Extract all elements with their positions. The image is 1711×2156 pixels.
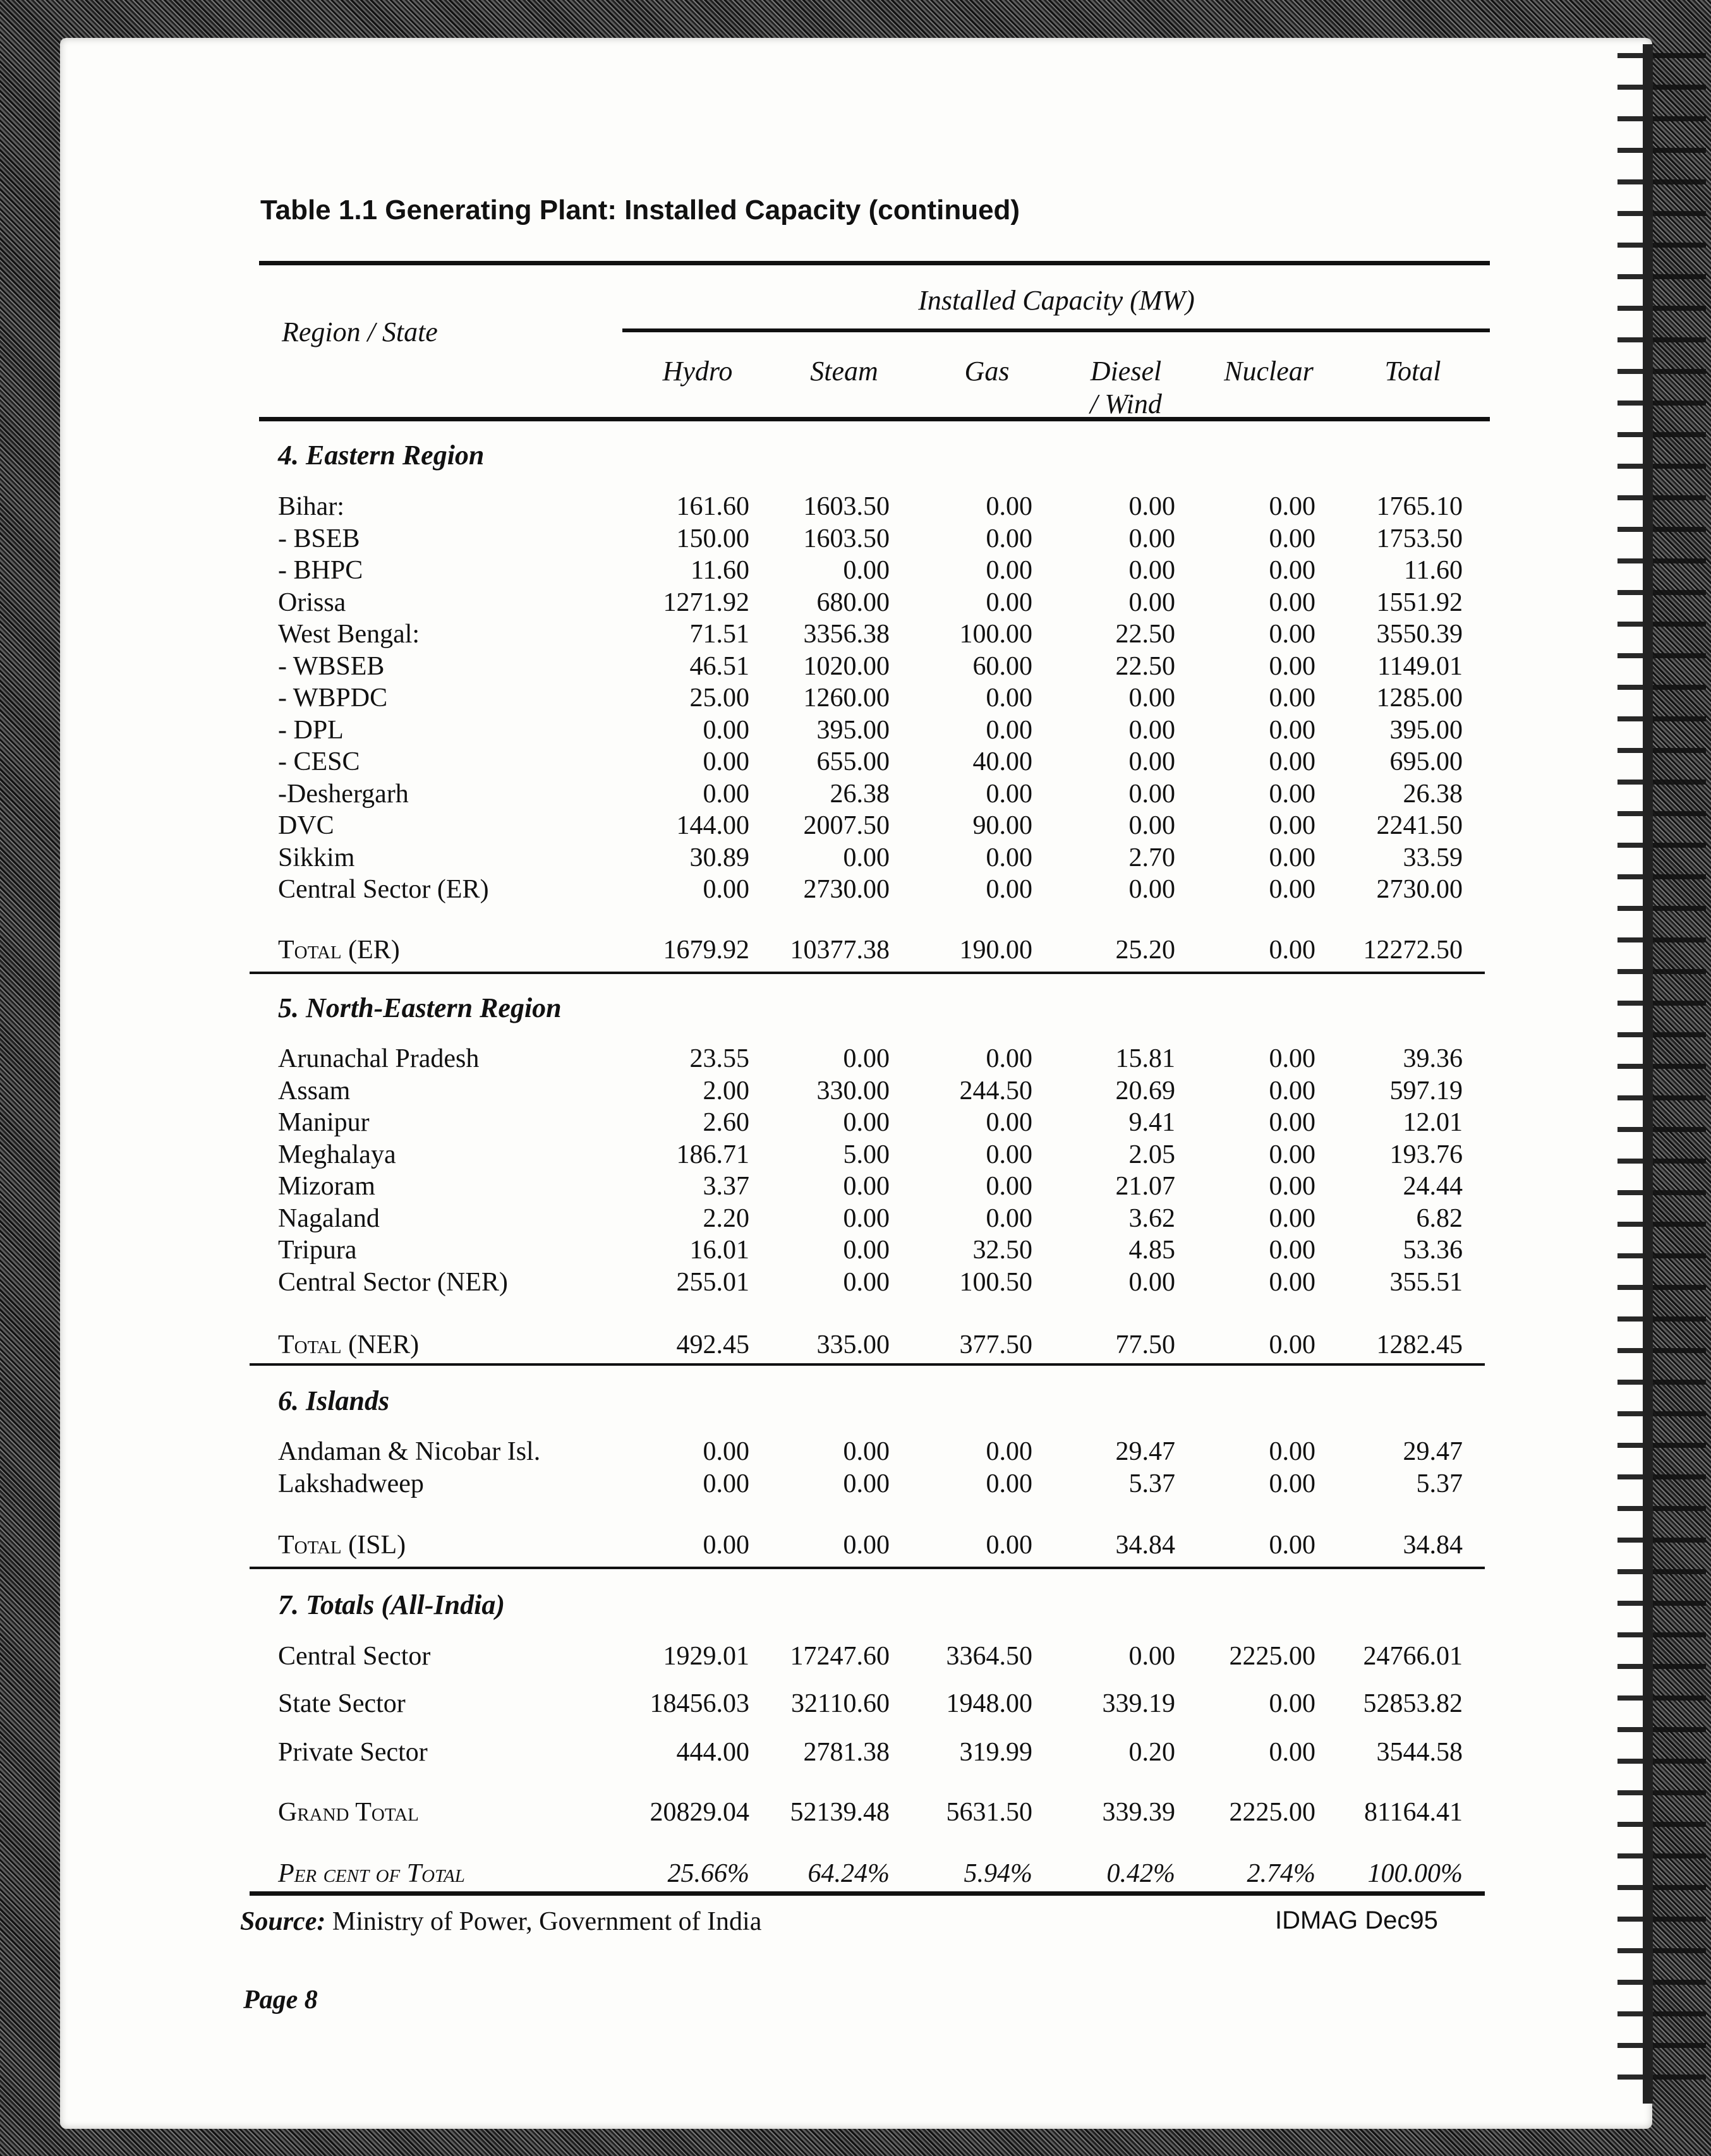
cell-gas: 60.00 bbox=[972, 651, 1032, 681]
cell-gas: 0.00 bbox=[986, 1108, 1032, 1137]
cell-steam: 0.00 bbox=[843, 1044, 890, 1073]
cell-diesel-wind: 0.00 bbox=[1128, 556, 1175, 585]
cell-total: 3550.39 bbox=[1376, 620, 1463, 649]
cell-steam: 0.00 bbox=[843, 1267, 890, 1297]
cell-diesel-wind: 0.00 bbox=[1128, 875, 1175, 904]
cell-steam: 52139.48 bbox=[790, 1798, 890, 1827]
cell-hydro: 0.00 bbox=[703, 779, 749, 809]
cell-nuclear: 0.00 bbox=[1269, 1531, 1315, 1560]
cell-total: 11.60 bbox=[1404, 556, 1463, 585]
cell-gas: 190.00 bbox=[959, 936, 1032, 965]
row-label: Central Sector bbox=[278, 1642, 431, 1671]
cell-total: 12272.50 bbox=[1363, 936, 1463, 965]
cell-nuclear: 0.00 bbox=[1269, 1108, 1315, 1137]
cell-steam: 680.00 bbox=[816, 587, 890, 617]
cell-nuclear: 0.00 bbox=[1269, 620, 1315, 649]
cell-hydro: 3.37 bbox=[703, 1172, 749, 1201]
table-row bbox=[60, 555, 1652, 587]
row-label: Arunachal Pradesh bbox=[278, 1044, 480, 1073]
cell-gas: 90.00 bbox=[972, 811, 1032, 840]
section-divider-rule bbox=[250, 1363, 1485, 1366]
cell-gas: 0.00 bbox=[986, 1044, 1032, 1073]
table-row bbox=[60, 1171, 1652, 1203]
cell-diesel-wind: 22.50 bbox=[1115, 651, 1175, 681]
cell-steam: 1260.00 bbox=[803, 684, 890, 713]
cell-steam: 17247.60 bbox=[790, 1642, 890, 1671]
row-label: State Sector bbox=[278, 1689, 406, 1718]
cell-diesel-wind: 21.07 bbox=[1115, 1172, 1175, 1201]
source-note bbox=[240, 1906, 761, 1937]
cell-gas: 0.00 bbox=[986, 524, 1032, 553]
row-label: Total (ISL) bbox=[278, 1531, 406, 1560]
cell-hydro: 16.01 bbox=[689, 1236, 749, 1265]
cell-diesel-wind: 34.84 bbox=[1115, 1531, 1175, 1560]
row-label: Total (ER) bbox=[278, 936, 400, 965]
table-bottom-rule bbox=[250, 1891, 1485, 1896]
cell-hydro: 71.51 bbox=[689, 620, 749, 649]
column-header-total: Total bbox=[1384, 356, 1441, 387]
cell-nuclear: 0.00 bbox=[1269, 1236, 1315, 1265]
table-row bbox=[60, 619, 1652, 651]
row-label: Assam bbox=[278, 1076, 351, 1105]
cell-total: 355.51 bbox=[1389, 1267, 1463, 1297]
table-title: Table 1.1 Generating Plant: Installed Capacity (continued) bbox=[260, 195, 1020, 226]
column-header-diesel-wind: Diesel / Wind bbox=[1090, 356, 1162, 419]
table-row bbox=[60, 1140, 1652, 1171]
row-label: - WBPDC bbox=[278, 684, 388, 713]
cell-diesel-wind: 0.00 bbox=[1128, 492, 1175, 521]
cell-steam: 655.00 bbox=[816, 747, 890, 776]
cell-nuclear: 0.00 bbox=[1269, 684, 1315, 713]
cell-hydro: 186.71 bbox=[676, 1140, 749, 1169]
cell-nuclear: 0.00 bbox=[1269, 875, 1315, 904]
cell-hydro: 1929.01 bbox=[663, 1642, 749, 1671]
percent-of-total-row bbox=[60, 1858, 1652, 1890]
cell-nuclear: 0.00 bbox=[1269, 1076, 1315, 1105]
row-label: Per cent of Total bbox=[278, 1859, 465, 1888]
row-label: Sikkim bbox=[278, 843, 355, 872]
table-row bbox=[60, 810, 1652, 842]
grand-total-row bbox=[60, 1797, 1652, 1829]
magazine-reference: IDMAG Dec95 bbox=[1275, 1906, 1438, 1934]
row-label: Private Sector bbox=[278, 1738, 428, 1767]
cell-steam: 1603.50 bbox=[803, 524, 890, 553]
cell-steam: 10377.38 bbox=[790, 936, 890, 965]
cell-diesel-wind: 0.00 bbox=[1128, 684, 1175, 713]
cell-nuclear: 2225.00 bbox=[1229, 1642, 1315, 1671]
cell-hydro: 11.60 bbox=[691, 556, 749, 585]
cell-diesel-wind: 9.41 bbox=[1128, 1108, 1175, 1137]
cell-total: 6.82 bbox=[1416, 1203, 1463, 1233]
cell-steam: 0.00 bbox=[843, 556, 890, 585]
cell-total: 1282.45 bbox=[1376, 1330, 1463, 1359]
cell-gas: 0.00 bbox=[986, 1469, 1032, 1498]
cell-diesel-wind: 29.47 bbox=[1115, 1437, 1175, 1466]
row-label: - WBSEB bbox=[278, 651, 385, 681]
table-row bbox=[60, 1235, 1652, 1267]
cell-nuclear: 0.00 bbox=[1269, 811, 1315, 840]
cell-steam: 5.00 bbox=[843, 1140, 890, 1169]
table-row bbox=[60, 1641, 1652, 1673]
cell-total: 395.00 bbox=[1389, 715, 1463, 745]
cell-steam: 26.38 bbox=[830, 779, 890, 809]
cell-diesel-wind: 2.70 bbox=[1128, 843, 1175, 872]
cell-nuclear: 0.00 bbox=[1269, 492, 1315, 521]
table-row bbox=[60, 1737, 1652, 1769]
table-row bbox=[60, 587, 1652, 619]
cell-hydro: 18456.03 bbox=[650, 1689, 749, 1718]
cell-steam: 0.00 bbox=[843, 1203, 890, 1233]
cell-steam: 2007.50 bbox=[803, 811, 890, 840]
row-label: Andaman & Nicobar Isl. bbox=[278, 1437, 541, 1466]
cell-steam: 0.00 bbox=[843, 1108, 890, 1137]
cell-total: 695.00 bbox=[1389, 747, 1463, 776]
cell-nuclear: 0.00 bbox=[1269, 843, 1315, 872]
cell-hydro: 25.66% bbox=[667, 1859, 749, 1888]
cell-hydro: 144.00 bbox=[676, 811, 749, 840]
cell-nuclear: 0.00 bbox=[1269, 1140, 1315, 1169]
cell-steam: 32110.60 bbox=[791, 1689, 890, 1718]
cell-total: 26.38 bbox=[1403, 779, 1463, 809]
cell-nuclear: 2.74% bbox=[1247, 1859, 1315, 1888]
cell-total: 597.19 bbox=[1389, 1076, 1463, 1105]
cell-hydro: 0.00 bbox=[703, 747, 749, 776]
cell-total: 33.59 bbox=[1403, 843, 1463, 872]
cell-gas: 1948.00 bbox=[946, 1689, 1032, 1718]
cell-gas: 32.50 bbox=[972, 1236, 1032, 1265]
cell-diesel-wind: 25.20 bbox=[1115, 936, 1175, 965]
cell-total: 100.00% bbox=[1367, 1859, 1463, 1888]
cell-gas: 0.00 bbox=[986, 1531, 1032, 1560]
cell-total: 1285.00 bbox=[1376, 684, 1463, 713]
cell-gas: 0.00 bbox=[986, 587, 1032, 617]
cell-nuclear: 0.00 bbox=[1269, 1689, 1315, 1718]
cell-gas: 3364.50 bbox=[946, 1642, 1032, 1671]
section-total-row bbox=[60, 935, 1652, 967]
cell-gas: 40.00 bbox=[972, 747, 1032, 776]
cell-steam: 0.00 bbox=[843, 1236, 890, 1265]
cell-gas: 377.50 bbox=[959, 1330, 1032, 1359]
cell-hydro: 0.00 bbox=[703, 1437, 749, 1466]
cell-steam: 395.00 bbox=[816, 715, 890, 745]
row-label: Tripura bbox=[278, 1236, 357, 1265]
region-state-header: Region / State bbox=[282, 316, 438, 347]
row-label: DVC bbox=[278, 811, 334, 840]
section-divider-rule bbox=[250, 1567, 1485, 1569]
cell-diesel-wind: 0.00 bbox=[1128, 1267, 1175, 1297]
cell-hydro: 46.51 bbox=[689, 651, 749, 681]
row-label: - BHPC bbox=[278, 556, 363, 585]
section-total-row bbox=[60, 1330, 1652, 1361]
cell-diesel-wind: 0.00 bbox=[1128, 715, 1175, 745]
cell-nuclear: 0.00 bbox=[1269, 1172, 1315, 1201]
cell-diesel-wind: 0.00 bbox=[1128, 1642, 1175, 1671]
section-title: 6. Islands bbox=[278, 1385, 390, 1416]
cell-nuclear: 0.00 bbox=[1269, 1203, 1315, 1233]
cell-nuclear: 0.00 bbox=[1269, 1469, 1315, 1498]
cell-nuclear: 0.00 bbox=[1269, 587, 1315, 617]
row-label: - BSEB bbox=[278, 524, 360, 553]
table-row bbox=[60, 1076, 1652, 1107]
table-row bbox=[60, 1689, 1652, 1720]
cell-steam: 1020.00 bbox=[803, 651, 890, 681]
cell-total: 39.36 bbox=[1403, 1044, 1463, 1073]
cell-gas: 0.00 bbox=[986, 715, 1032, 745]
cell-hydro: 444.00 bbox=[676, 1738, 749, 1767]
row-label: West Bengal: bbox=[278, 620, 420, 649]
cell-total: 5.37 bbox=[1416, 1469, 1463, 1498]
column-header-steam: Steam bbox=[810, 356, 878, 387]
cell-total: 12.01 bbox=[1403, 1108, 1463, 1137]
cell-steam: 0.00 bbox=[843, 1437, 890, 1466]
cell-gas: 0.00 bbox=[986, 1140, 1032, 1169]
cell-gas: 100.50 bbox=[959, 1267, 1032, 1297]
cell-nuclear: 0.00 bbox=[1269, 1330, 1315, 1359]
cell-nuclear: 0.00 bbox=[1269, 936, 1315, 965]
cell-gas: 0.00 bbox=[986, 1172, 1032, 1201]
cell-steam: 2781.38 bbox=[803, 1738, 890, 1767]
row-label: Meghalaya bbox=[278, 1140, 396, 1169]
cell-steam: 330.00 bbox=[816, 1076, 890, 1105]
cell-gas: 5.94% bbox=[964, 1859, 1032, 1888]
cell-total: 34.84 bbox=[1403, 1531, 1463, 1560]
cell-hydro: 20829.04 bbox=[650, 1798, 749, 1827]
cell-hydro: 161.60 bbox=[676, 492, 749, 521]
cell-gas: 5631.50 bbox=[946, 1798, 1032, 1827]
row-label: - DPL bbox=[278, 715, 344, 745]
cell-hydro: 492.45 bbox=[676, 1330, 749, 1359]
cell-steam: 0.00 bbox=[843, 843, 890, 872]
cell-gas: 0.00 bbox=[986, 1203, 1032, 1233]
cell-steam: 335.00 bbox=[816, 1330, 890, 1359]
cell-diesel-wind: 77.50 bbox=[1115, 1330, 1175, 1359]
cell-diesel-wind: 0.00 bbox=[1128, 779, 1175, 809]
cell-total: 3544.58 bbox=[1376, 1738, 1463, 1767]
source-text: Ministry of Power, Government of India bbox=[332, 1907, 762, 1936]
cell-total: 1149.01 bbox=[1377, 651, 1463, 681]
cell-total: 1765.10 bbox=[1376, 492, 1463, 521]
cell-hydro: 0.00 bbox=[703, 875, 749, 904]
cell-steam: 3356.38 bbox=[803, 620, 890, 649]
cell-total: 193.76 bbox=[1389, 1140, 1463, 1169]
table-row bbox=[60, 1044, 1652, 1075]
cell-gas: 100.00 bbox=[959, 620, 1032, 649]
cell-nuclear: 0.00 bbox=[1269, 1267, 1315, 1297]
table-row bbox=[60, 651, 1652, 683]
cell-diesel-wind: 2.05 bbox=[1128, 1140, 1175, 1169]
table-row bbox=[60, 843, 1652, 874]
cell-hydro: 0.00 bbox=[703, 715, 749, 745]
cell-hydro: 0.00 bbox=[703, 1531, 749, 1560]
row-label: -Deshergarh bbox=[278, 779, 409, 809]
cell-hydro: 30.89 bbox=[689, 843, 749, 872]
cell-nuclear: 2225.00 bbox=[1229, 1798, 1315, 1827]
cell-nuclear: 0.00 bbox=[1269, 1044, 1315, 1073]
column-header-nuclear: Nuclear bbox=[1224, 356, 1314, 387]
cell-steam: 2730.00 bbox=[803, 875, 890, 904]
cell-diesel-wind: 4.85 bbox=[1128, 1236, 1175, 1265]
table-row bbox=[60, 779, 1652, 810]
section-total-row bbox=[60, 1530, 1652, 1562]
cell-nuclear: 0.00 bbox=[1269, 524, 1315, 553]
cell-hydro: 2.60 bbox=[703, 1108, 749, 1137]
table-row bbox=[60, 715, 1652, 747]
cell-nuclear: 0.00 bbox=[1269, 1738, 1315, 1767]
table-row bbox=[60, 524, 1652, 555]
row-label: Mizoram bbox=[278, 1172, 375, 1201]
cell-total: 81164.41 bbox=[1364, 1798, 1463, 1827]
cell-diesel-wind: 0.00 bbox=[1128, 587, 1175, 617]
row-label: - CESC bbox=[278, 747, 360, 776]
row-label: Orissa bbox=[278, 587, 346, 617]
page-number: Page 8 bbox=[243, 1985, 318, 2014]
row-label: Lakshadweep bbox=[278, 1469, 424, 1498]
cell-gas: 0.00 bbox=[986, 492, 1032, 521]
cell-nuclear: 0.00 bbox=[1269, 651, 1315, 681]
cell-hydro: 0.00 bbox=[703, 1469, 749, 1498]
cell-total: 52853.82 bbox=[1363, 1689, 1463, 1718]
section-divider-rule bbox=[250, 972, 1485, 974]
cell-hydro: 25.00 bbox=[689, 684, 749, 713]
cell-gas: 0.00 bbox=[986, 779, 1032, 809]
cell-diesel-wind: 20.69 bbox=[1115, 1076, 1175, 1105]
cell-diesel-wind: 0.00 bbox=[1128, 524, 1175, 553]
row-label: Total (NER) bbox=[278, 1330, 420, 1359]
table-row bbox=[60, 683, 1652, 714]
cell-steam: 0.00 bbox=[843, 1531, 890, 1560]
cell-diesel-wind: 22.50 bbox=[1115, 620, 1175, 649]
column-header-hydro: Hydro bbox=[662, 356, 733, 387]
cell-steam: 1603.50 bbox=[803, 492, 890, 521]
cell-diesel-wind: 0.20 bbox=[1128, 1738, 1175, 1767]
cell-diesel-wind: 0.42% bbox=[1106, 1859, 1175, 1888]
cell-total: 24766.01 bbox=[1363, 1642, 1463, 1671]
cell-total: 53.36 bbox=[1403, 1236, 1463, 1265]
cell-gas: 0.00 bbox=[986, 556, 1032, 585]
cell-diesel-wind: 5.37 bbox=[1128, 1469, 1175, 1498]
cell-diesel-wind: 339.39 bbox=[1102, 1798, 1175, 1827]
column-header-gas: Gas bbox=[964, 356, 1010, 387]
cell-gas: 0.00 bbox=[986, 875, 1032, 904]
table-row bbox=[60, 1107, 1652, 1139]
table-row bbox=[60, 1267, 1652, 1299]
table-row bbox=[60, 1436, 1652, 1468]
table-row bbox=[60, 491, 1652, 523]
cell-nuclear: 0.00 bbox=[1269, 715, 1315, 745]
cell-diesel-wind: 0.00 bbox=[1128, 811, 1175, 840]
cell-gas: 0.00 bbox=[986, 843, 1032, 872]
row-label: Central Sector (NER) bbox=[278, 1267, 508, 1297]
cell-gas: 319.99 bbox=[959, 1738, 1032, 1767]
cell-diesel-wind: 15.81 bbox=[1115, 1044, 1175, 1073]
cell-diesel-wind: 0.00 bbox=[1128, 747, 1175, 776]
cell-hydro: 1271.92 bbox=[663, 587, 749, 617]
row-label: Manipur bbox=[278, 1108, 370, 1137]
cell-steam: 0.00 bbox=[843, 1469, 890, 1498]
cell-hydro: 1679.92 bbox=[663, 936, 749, 965]
row-label: Grand Total bbox=[278, 1798, 419, 1827]
cell-hydro: 255.01 bbox=[676, 1267, 749, 1297]
cell-total: 24.44 bbox=[1403, 1172, 1463, 1201]
installed-capacity-header: Installed Capacity (MW) bbox=[918, 285, 1195, 316]
cell-nuclear: 0.00 bbox=[1269, 556, 1315, 585]
row-label: Nagaland bbox=[278, 1203, 380, 1233]
table-row bbox=[60, 1469, 1652, 1500]
cell-steam: 0.00 bbox=[843, 1172, 890, 1201]
cell-hydro: 150.00 bbox=[676, 524, 749, 553]
section-title: 4. Eastern Region bbox=[278, 440, 485, 471]
section-title: 7. Totals (All-India) bbox=[278, 1589, 505, 1620]
cell-gas: 244.50 bbox=[959, 1076, 1032, 1105]
cell-diesel-wind: 3.62 bbox=[1128, 1203, 1175, 1233]
cell-gas: 0.00 bbox=[986, 684, 1032, 713]
source-label: Source: bbox=[240, 1907, 326, 1936]
cell-total: 1551.92 bbox=[1376, 587, 1463, 617]
cell-steam: 64.24% bbox=[807, 1859, 890, 1888]
cell-total: 2730.00 bbox=[1376, 875, 1463, 904]
cell-diesel-wind: 339.19 bbox=[1102, 1689, 1175, 1718]
cell-hydro: 23.55 bbox=[689, 1044, 749, 1073]
cell-nuclear: 0.00 bbox=[1269, 779, 1315, 809]
row-label: Central Sector (ER) bbox=[278, 875, 489, 904]
section-title: 5. North-Eastern Region bbox=[278, 992, 562, 1023]
cell-total: 2241.50 bbox=[1376, 811, 1463, 840]
cell-nuclear: 0.00 bbox=[1269, 1437, 1315, 1466]
cell-total: 1753.50 bbox=[1376, 524, 1463, 553]
table-row bbox=[60, 1203, 1652, 1235]
table-row bbox=[60, 747, 1652, 778]
table-row bbox=[60, 874, 1652, 906]
cell-nuclear: 0.00 bbox=[1269, 747, 1315, 776]
cell-hydro: 2.20 bbox=[703, 1203, 749, 1233]
cell-total: 29.47 bbox=[1403, 1437, 1463, 1466]
cell-hydro: 2.00 bbox=[703, 1076, 749, 1105]
cell-gas: 0.00 bbox=[986, 1437, 1032, 1466]
row-label: Bihar: bbox=[278, 492, 344, 521]
